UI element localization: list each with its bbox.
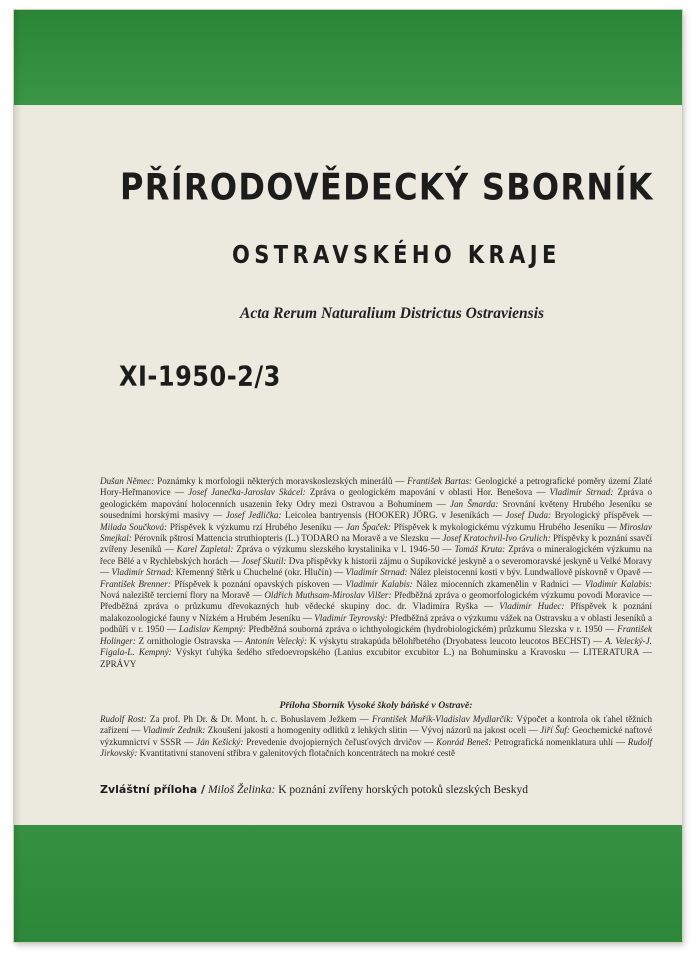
supp-author: Konrád Beneš:	[436, 736, 492, 747]
toc-text: Předběžná souborná zpráva o ichthyologickém (hydrobiologickém) průzkumu Slezska v r. 1950 —	[245, 624, 618, 635]
toc-author: Josef Janečka-Jaroslav Skácel:	[188, 487, 306, 498]
toc-author: Karel Zapletal:	[176, 544, 234, 555]
supp-text: Za prof. Ph Dr. & Dr. Mont. h. c. Bohuslavem Ježkem —	[146, 714, 372, 724]
toc-text: Zpráva o výzkumu slezského krystalinika v l. 1946-50 —	[233, 544, 455, 555]
supp-entry	[143, 725, 540, 735]
toc-author: Jan Šmarda:	[449, 498, 499, 509]
toc-author: Tomáš Kruta:	[454, 544, 506, 555]
supp-author: Jiří Šuf:	[540, 725, 570, 736]
toc-text: Bryologický příspěvek —	[551, 510, 652, 521]
toc-entry	[346, 567, 652, 577]
toc-author: Vladimír Kalabis:	[345, 578, 413, 589]
toc-author: František Brenner:	[100, 578, 171, 589]
toc-entry	[177, 544, 455, 554]
toc-author: Jan Špaček:	[346, 521, 391, 532]
toc-text: Poznámky k morfologii některých moravskoslezských minerálů —	[154, 476, 408, 486]
toc-text: Předběžná zpráva o geomorfologickém výzkumu povodí Moravice — Předběžná zpráva o průzkumu dřevokazných hub vědecké skupiny doc. dr. Vladimíra Ryška —	[100, 590, 652, 612]
toc-author: A. Velecký-J. Figala-L. Kempný:	[100, 635, 652, 658]
toc-entry	[188, 487, 549, 497]
toc-entry	[245, 636, 605, 646]
toc-text: Srovnání květeny Hrubého Jeseníku se sousedními horskými masivy —	[100, 498, 653, 521]
toc-text: Dva příspěvky k historii zájmu o Supíkovické jeskyně a o severomoravské jeskyně u Velké Moravy —	[100, 555, 652, 578]
supp-entry	[436, 737, 628, 747]
toc-author: Ladislav Kempný:	[178, 624, 246, 635]
toc-author: Dušan Němec:	[100, 476, 155, 486]
toc-text: Příspěvek k poznání opavských pískoven —	[170, 578, 346, 589]
toc-text: Nová naleziště tercierní flory na Moravě —	[100, 590, 265, 601]
journal-title: PŘÍRODOVĚDECKÝ SBORNÍK	[120, 165, 654, 209]
toc-author: Miroslav Smejkal:	[100, 521, 653, 544]
toc-author: Vladimír Strnad:	[111, 567, 174, 578]
supp-author: Rudolf Jirkovský:	[100, 736, 653, 759]
toc-text: Příspěvek k mykologickému výzkumu Hrubého Jeseníku —	[390, 521, 620, 532]
toc-text: Předběžná zpráva o výzkumu vážek na Ostravsku a v oblasti Jeseníků a podhůří v r. 1950 —	[100, 612, 653, 635]
toc-text: K výskytu strakapúda bělohřbetého (Dryobatess leucoto leucotos BECHST) —	[306, 635, 605, 646]
toc-author: Vladimír Strnad:	[345, 567, 408, 578]
supp-author: František Mařík-Vladislav Mydlarčík:	[371, 714, 514, 724]
toc-text: Pérovník pštrosí Mattencia struthiopteris (L.) TODARO na Moravě a ve Slezsku —	[131, 533, 443, 544]
toc-author: Josef Jedlička:	[225, 510, 282, 521]
toc-entry	[100, 476, 407, 486]
toc-text: Křemenný štěrk u Chuchelné (okr. Hlučín) —	[173, 567, 346, 578]
supp-text: Prevedenie dvojopierných čeľusťových drvičov —	[243, 736, 437, 747]
special-author: Miloš Želinka:	[207, 784, 276, 796]
supp-text: Petrografická nomenklatura uhlí —	[491, 736, 628, 747]
toc-entry	[346, 579, 585, 589]
journal-cover	[14, 10, 682, 942]
toc-author: Antonín Velecký:	[245, 635, 307, 646]
toc-text: Příspěvek k výzkumu rzí Hrubého Jeseníku —	[167, 521, 347, 532]
toc-author: Milada Součková:	[100, 521, 168, 532]
supp-entry	[196, 737, 436, 747]
toc-author: František Holinger:	[100, 624, 653, 646]
bottom-green-band	[14, 825, 682, 942]
supplement-heading: Příloha Sborník Vysoké školy báňské v Ostravě:	[279, 700, 473, 711]
toc-entry	[506, 510, 653, 520]
toc-author: Vladimír Teyrovský:	[314, 612, 388, 623]
toc-entry	[100, 522, 346, 532]
supp-entry	[100, 714, 372, 724]
toc-entry	[346, 522, 619, 532]
toc-entry	[179, 624, 617, 634]
toc-text: Nález pleistocenní kosti v býv. Lundwallově pískovně v Opavě —	[407, 567, 653, 578]
toc-author: František Bartas:	[407, 476, 473, 486]
toc-entry	[226, 510, 506, 520]
top-green-band	[14, 10, 682, 105]
special-label: Zvláštní příloha /	[100, 783, 206, 796]
toc-author: Vladimír Strnad:	[549, 487, 614, 498]
toc-text: Příspěvek k poznání malakozoologické fauny v Nízkém a Hrubém Jeseníku —	[100, 601, 652, 623]
toc-author: Oldřich Muthsam-Miroslav Vilšer:	[264, 590, 392, 601]
supp-text: Zkoušení jakosti a homogenity odlitků z lehkých slitin — Vývoj názorů na jakost oceli —	[205, 725, 541, 736]
toc-entry	[111, 567, 345, 577]
toc-author: Josef Duda:	[505, 510, 552, 521]
toc-entry	[100, 579, 346, 589]
toc-text: Z ornithologie Ostravska —	[135, 635, 246, 646]
toc-text: Příspěvky k poznání ssavčí zvířeny Jeseníků —	[100, 533, 653, 555]
toc-author: Vladimír Hudec:	[499, 601, 565, 612]
supp-author: Vladimír Zedník:	[142, 725, 206, 736]
toc-text: Zpráva o geologickém mapování v oblasti Hor. Benešova —	[305, 487, 550, 498]
toc-text: Zpráva o mineralogickém výzkumu na řece Bělé a v Rychlebských horách —	[100, 544, 652, 566]
toc-text: Nález miocenních zkamenělin v Radnici —	[412, 578, 585, 589]
journal-subtitle: OSTRAVSKÉHO KRAJE	[232, 240, 561, 269]
volume-number: XI-1950-2/3	[119, 360, 281, 393]
toc-author: Vladimír Kalabis:	[584, 578, 653, 589]
supp-text: Kvantitativní stanovení stříbra v galenitových flotačních koncentrátech na mokré cestě	[137, 748, 456, 759]
table-of-contents	[100, 476, 652, 670]
toc-text: Zpráva o geologickém mapování holocenních usazenin řeky Odry mezi Ostravou a Bohumínem —	[100, 487, 652, 509]
supplement-contents	[100, 714, 652, 760]
toc-text: Leicolea bantryensis (HOOKER) JÖRG. v Jeseníkách —	[281, 510, 506, 521]
special-title: K poznání zvířeny horských potoků slezských Beskyd	[275, 784, 528, 796]
supp-author: Rudolf Rost:	[100, 714, 147, 724]
supp-text: Geochemické naftové výzkumnictví v SSSR —	[100, 725, 652, 747]
latin-title: Acta Rerum Naturalium Districtus Ostraviensis	[240, 305, 545, 322]
toc-text: Výskyt ťuhýka šedého středoevropského (Lanius excubitor excubitor L.) na Bohumínsku a Kravosku — LITERATURA — ZPRÁVY	[100, 647, 652, 669]
supp-author: Ján Kešický:	[196, 736, 244, 747]
special-supplement	[100, 783, 528, 796]
toc-author: Josef Kratochvil-Ivo Grulich:	[442, 533, 551, 544]
supp-text: Výpočet a kontrola ok ťahel těžních zařízení —	[100, 714, 652, 736]
toc-text: Geologické a petrografické poměry území Zlaté Hory-Heřmanovice —	[100, 476, 652, 498]
toc-author: Josef Skutil:	[241, 555, 287, 566]
